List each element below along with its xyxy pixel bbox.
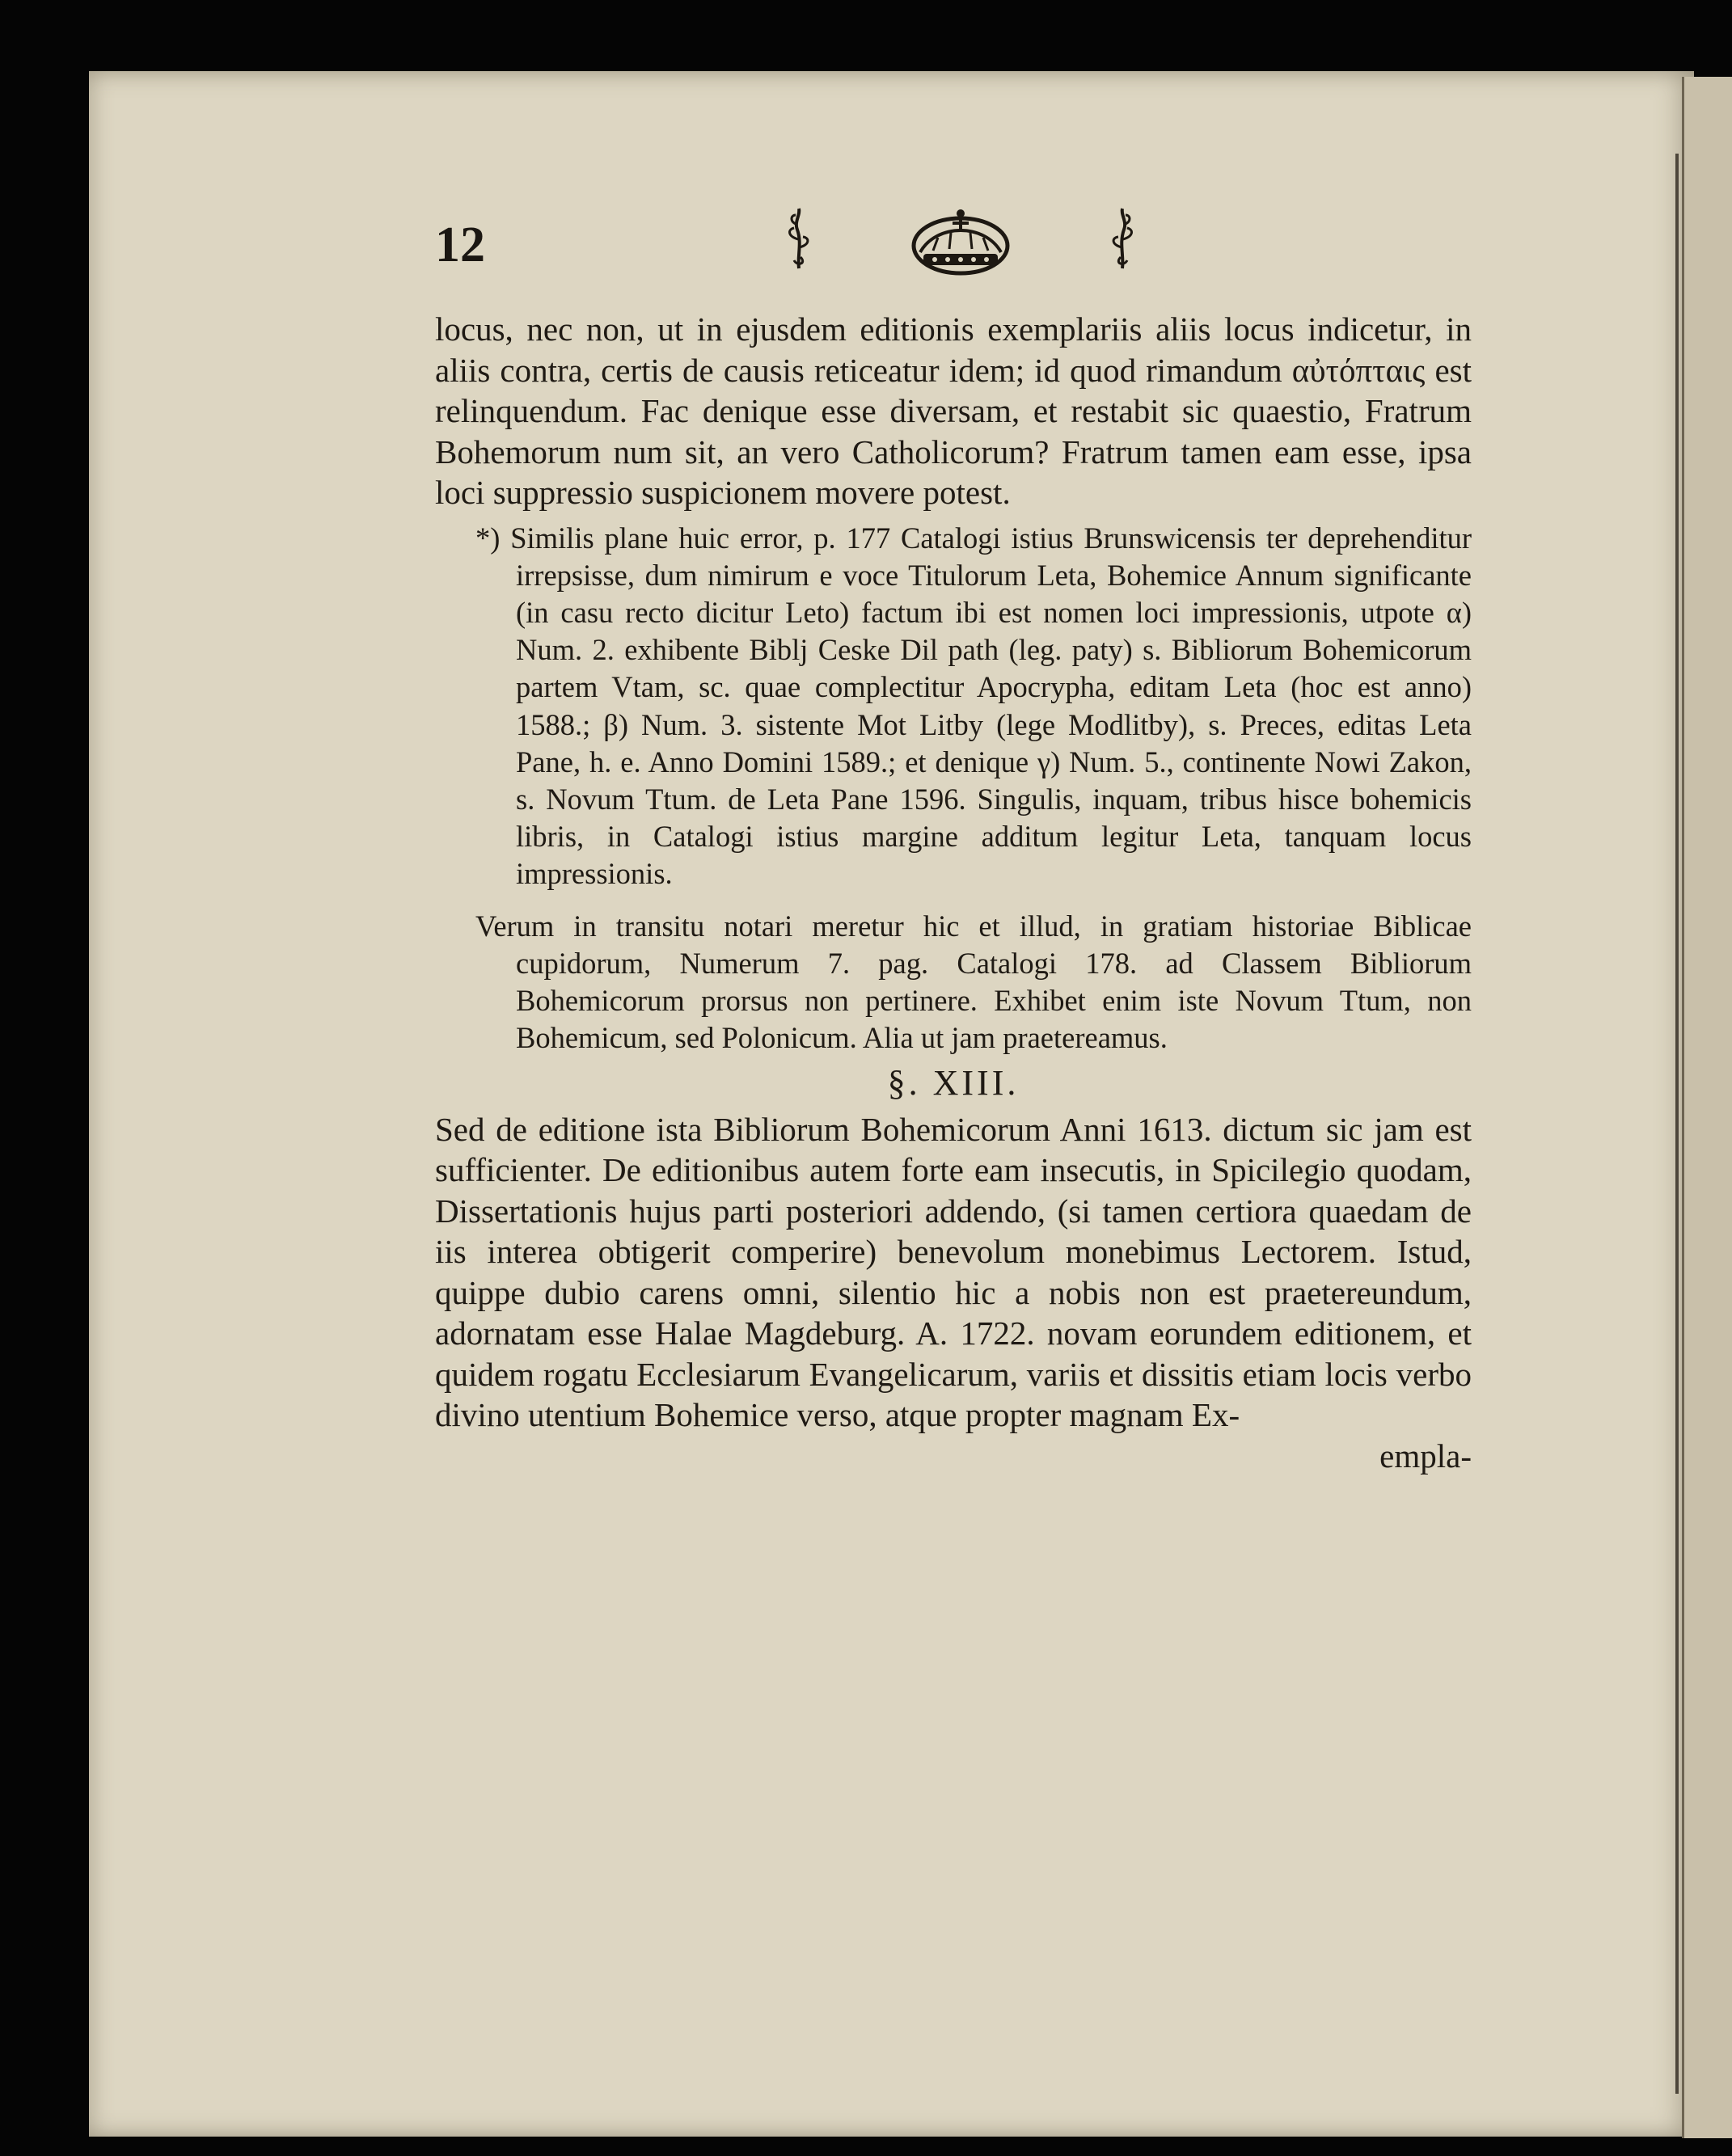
body-paragraph: locus, nec non, ut in ejusdem editionis exemplariis aliis locus indicetur, in aliis contra, certis de causis reticeatur idem; id quod rimandum αὐτόπταις est relinquendum. Fac denique esse diversam, et restabit sic quaestio, Fratrum Bohemorum num sit, an vero Catholicorum? Fratrum tamen eam esse, ipsa loci suppressio suspicionem movere potest. xyxy=(435,310,1472,511)
catchword: empla- xyxy=(1379,1437,1472,1475)
facing-page-edge xyxy=(1682,77,1732,2138)
section-heading: §. XIII. xyxy=(887,1063,1020,1103)
footnote xyxy=(435,520,1472,893)
page-number: 12 xyxy=(435,217,485,272)
leaf-sprig-icon xyxy=(783,207,815,272)
footnote-text: Similis plane huic error, p. 177 Catalogi istius Brunswicensis ter deprehenditur irrepsisse, dum nimirum e voce Titulorum Leta, Bohemice Annum significante (in casu recto dicitur Leto) factum ibi est nomen loci impressionis, utpote α) Num. 2. exhibente Biblj Ceske Dil path (leg. paty) s. Bibliorum Bohemicorum partem Vtam, sc. quae complectitur Apocrypha, editam Leta (hoc est anno) 1588.; β) Num. 3. sistente Mot Litby (lege Modlitby), s. Preces, editas Leta Pane, h. e. Anno Domini 1589.; et denique γ) Num. 5., continente Nowi Zakon, s. Novum Ttum. de Leta Pane 1596. Singulis, inquam, tribus hisce bohemicis libris, in Catalogi istius margine additum legitur Leta, tanquam locus impressionis. xyxy=(510,521,1472,891)
page-body xyxy=(435,309,1472,1476)
aside-note: Verum in transitu notari meretur hic et illud, in gratiam historiae Biblicae cupidorum, Numerum 7. pag. Catalogi 178. ad Classem Bibliorum Bohemicorum prorsus non pertinere. Exhibet enim iste Novum Ttum, non Bohemicum, sed Polonicum. Alia ut jam praetereamus. xyxy=(475,909,1472,1055)
leaf-sprig-icon xyxy=(1106,207,1138,272)
header-ornaments xyxy=(783,207,1138,280)
page-gutter xyxy=(1675,154,1679,2094)
crown-icon xyxy=(904,207,1017,278)
body-paragraph: Sed de editione ista Bibliorum Bohemicorum Anni 1613. dictum sic jam est sufficienter. De editionibus autem forte eam insecutis, in Spicilegio quodam, Dissertationis hujus parti posteriori addendo, (si tamen certiora quaedam de iis interea obtigerit comperire) benevolum monebimus Lectorem. Istud, quippe dubio carens omni, silentio hic a nobis non est praetereundum, adornatam esse Halae Magdeburg. A. 1722. novam eorundem editionem, et quidem rogatu Ecclesiarum Evangelicarum, variis et dissitis etiam locis verbo divino utentium Bohemice verso, atque propter magnam Ex- xyxy=(435,1110,1472,1434)
page-header xyxy=(435,217,1502,289)
footnote-marker: *) xyxy=(475,521,501,555)
